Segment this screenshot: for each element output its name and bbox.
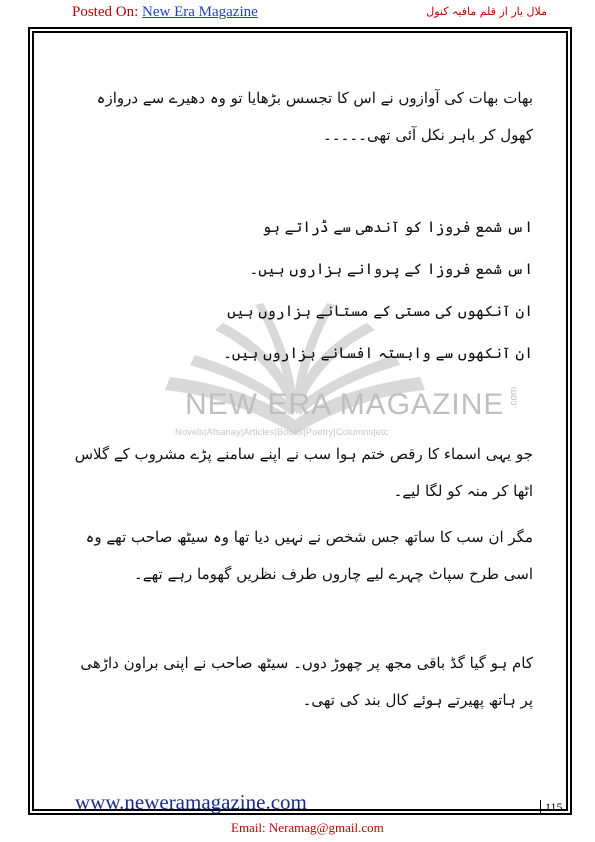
page-number: 115 xyxy=(545,800,563,814)
email-contact: Email: Neramag@gmail.com xyxy=(231,820,384,835)
posted-on-label: Posted On: xyxy=(72,4,139,20)
website-link[interactable]: www.neweramagazine.com xyxy=(75,790,307,814)
paragraph-4: کام ہو گیا گڈ باقی مجھ پر چھوڑ دوں۔ سیٹھ صاحب نے اپنی براون داڑھی پر ہاتھ پھیرتے ہوئے کال بند کی تھی۔ xyxy=(80,654,533,709)
paragraph-1: بھات بھات کی آوازوں نے اس کا تجسس بڑھایا تو وہ دھیرے سے دروازہ کھول کر باہر نکل آئی تھی۔۔۔۔۔ xyxy=(96,89,533,144)
watermark-title: NEW ERA MAGAZINE xyxy=(185,388,505,421)
magazine-link[interactable]: New Era Magazine xyxy=(142,4,258,20)
author-credit: ملال یار از قلم مافیہ کنول xyxy=(426,5,547,18)
paragraph-2: جو یہی اسماء کا رقص ختم ہوا سب نے اپنے سامنے پڑے مشروب کے گلاس اٹھا کر منہ کو لگا لیے۔ xyxy=(74,445,533,500)
poem-line-1: اس شمع فروزا کو آندھی سے ڈراتے ہو xyxy=(262,218,533,236)
paragraph-3: مگر ان سب کا ساتھ جس شخص نے نہیں دیا تھا وہ سیٹھ صاحب تھے وہ اسی طرح سپاٹ چہرے لیے چاروں طرف نظریں گھوما رہے تھے۔ xyxy=(85,528,533,583)
poem-line-4: ان آنکھوں سے وابستہ افسانے ہزاروں ہیں۔ xyxy=(223,344,533,362)
watermark-subtitle: Novels|Afsanay|Articles|Books|Poetry|Columns|etc xyxy=(175,427,389,438)
poem-line-2: اس شمع فروزا کے پروانے ہزاروں ہیں۔ xyxy=(249,260,533,278)
poem-line-3: ان آنکھوں کی مستی کے مستانے ہزاروں ہیں xyxy=(227,302,533,320)
watermark-com: .com xyxy=(508,386,520,409)
posted-on-header xyxy=(72,4,258,21)
page-number-divider xyxy=(540,800,541,814)
page-number-underline xyxy=(540,814,572,815)
